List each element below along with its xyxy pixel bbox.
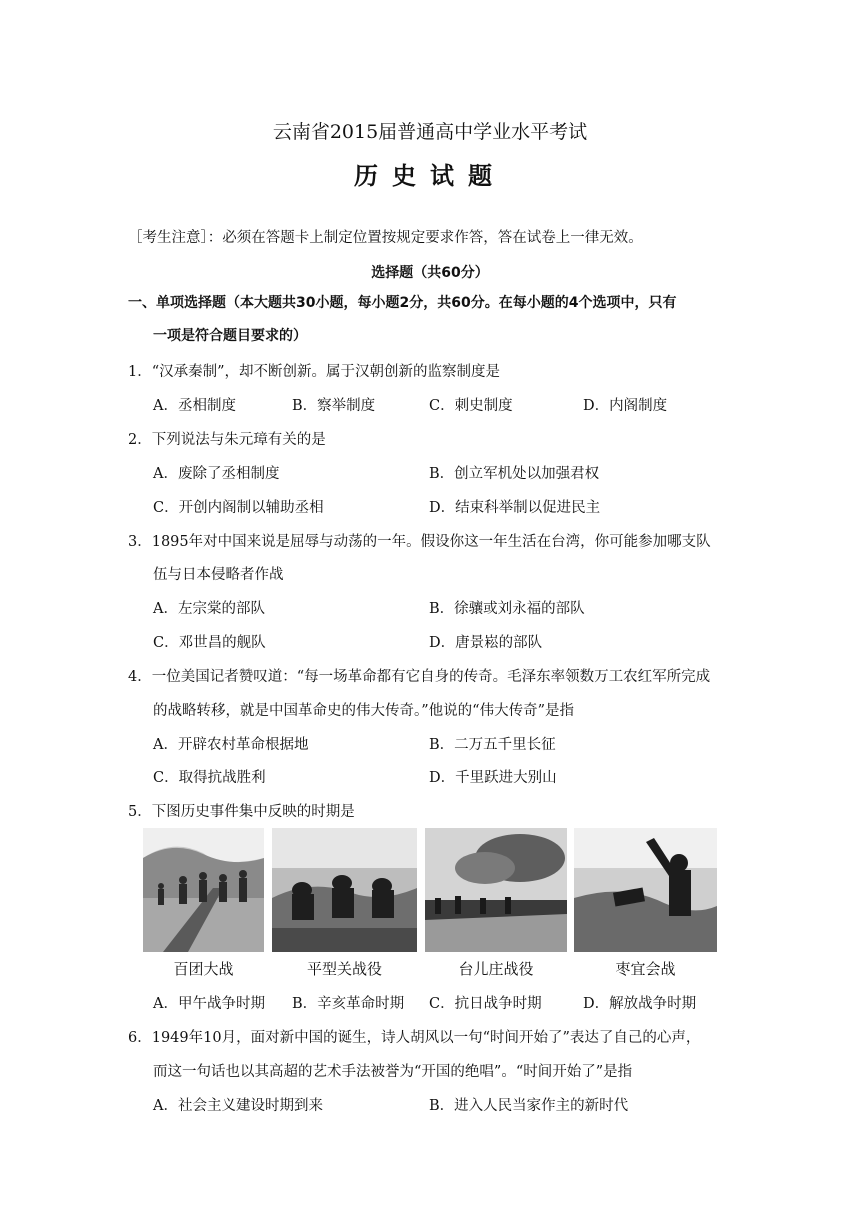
question-5-stem: 5．下图历史事件集中反映的时期是 bbox=[128, 804, 355, 820]
question-1-stem: 1．“汉承秦制”，却不断创新。属于汉朝创新的监察制度是 bbox=[128, 364, 501, 380]
q3-option-c: C．邓世昌的舰队 bbox=[153, 635, 266, 651]
photo-pingxingguan bbox=[272, 828, 417, 952]
section-instruction: 一、单项选择题（本大题共30小题，每小题2分，共60分。在每小题的4个选项中，只有 bbox=[128, 295, 677, 311]
caption-hundred-regiments: 百团大战 bbox=[173, 960, 234, 978]
photo-taierzhuang bbox=[425, 828, 567, 952]
question-2-stem: 2．下列说法与朱元璋有关的是 bbox=[128, 432, 326, 448]
section-title: 选择题（共60分） bbox=[371, 265, 489, 281]
q3-option-a: A．左宗棠的部队 bbox=[153, 601, 265, 617]
q3-option-d: D．唐景崧的部队 bbox=[429, 635, 543, 651]
q2-option-b: B．创立军机处以加强君权 bbox=[429, 466, 600, 482]
subject-title: 历史试题 bbox=[354, 161, 506, 190]
q1-option-d: D．内阁制度 bbox=[583, 398, 668, 414]
q4-option-a: A．开辟农村革命根据地 bbox=[153, 737, 309, 753]
q6-option-b: B．进入人民当家作主的新时代 bbox=[429, 1098, 629, 1114]
q2-option-c: C．开创内阁制以辅助丞相 bbox=[153, 500, 324, 516]
question-4-stem: 4．一位美国记者赞叹道：“每一场革命都有它自身的传奇。毛泽东率领数万工农红军所完成 bbox=[128, 669, 711, 685]
photo-zaoyi bbox=[574, 828, 717, 952]
question-6-stem: 6．1949年10月，面对新中国的诞生，诗人胡风以一句“时间开始了”表达了自己的心声， bbox=[128, 1030, 701, 1046]
q2-option-a: A．废除了丞相制度 bbox=[153, 466, 280, 482]
caption-zaoyi: 枣宜会战 bbox=[615, 960, 676, 978]
question-4-stem-cont: 的战略转移，就是中国革命史的伟大传奇。”他说的“伟大传奇”是指 bbox=[153, 703, 574, 719]
exam-title: 云南省2015届普通高中学业水平考试 bbox=[272, 121, 588, 143]
question-6-stem-cont: 而这一句话也以其高超的艺术手法被誉为“开国的绝唱”。“时间开始了”是指 bbox=[153, 1064, 633, 1080]
q1-option-c: C．刺史制度 bbox=[429, 398, 513, 414]
caption-pingxingguan: 平型关战役 bbox=[306, 960, 382, 978]
section-instruction-cont: 一项是符合题目要求的） bbox=[153, 328, 307, 344]
question-3-stem: 3．1895年对中国来说是屈辱与动荡的一年。假设你这一年生活在台湾，你可能参加哪支队 bbox=[128, 534, 711, 550]
q5-option-c: C．抗日战争时期 bbox=[429, 996, 542, 1012]
q3-option-b: B．徐骧或刘永福的部队 bbox=[429, 601, 585, 617]
q1-option-b: B．察举制度 bbox=[292, 398, 376, 414]
photo-hundred-regiments bbox=[143, 828, 264, 952]
q5-option-a: A．甲午战争时期 bbox=[153, 996, 265, 1012]
q5-option-b: B．辛亥革命时期 bbox=[292, 996, 405, 1012]
exam-notice: ［考生注意］：必须在答题卡上制定位置按规定要求作答，答在试卷上一律无效。 bbox=[128, 230, 643, 246]
question-3-stem-cont: 伍与日本侵略者作战 bbox=[153, 567, 284, 583]
q4-option-c: C．取得抗战胜利 bbox=[153, 770, 266, 786]
q4-option-d: D．千里跃进大别山 bbox=[429, 770, 557, 786]
q6-option-a: A．社会主义建设时期到来 bbox=[153, 1098, 323, 1114]
caption-taierzhuang: 台儿庄战役 bbox=[458, 960, 534, 978]
q4-option-b: B．二万五千里长征 bbox=[429, 737, 556, 753]
q2-option-d: D．结束科举制以促进民主 bbox=[429, 500, 601, 516]
q1-option-a: A．丞相制度 bbox=[153, 398, 236, 414]
q5-option-d: D．解放战争时期 bbox=[583, 996, 697, 1012]
